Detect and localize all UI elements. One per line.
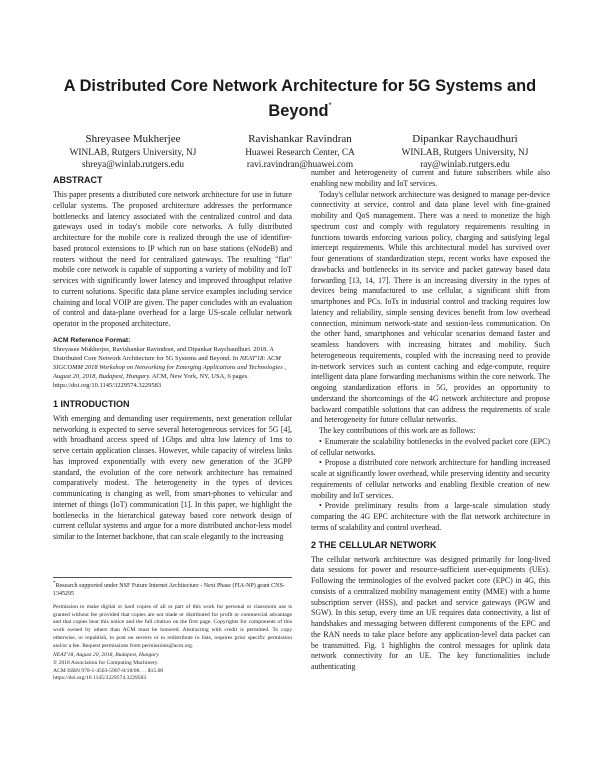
- copyright-block: [53, 604, 292, 683]
- copyright-line-acm: © 2018 Association for Computing Machinery.: [53, 659, 159, 666]
- author-name: Dipankar Raychaudhuri: [412, 133, 518, 145]
- author-block-1: [53, 132, 213, 171]
- author-block-3: [385, 132, 545, 171]
- intro-paragraph-3: The key contributions of this work are as follows:: [319, 426, 476, 435]
- author-email: ray@winlab.rutgers.edu: [420, 160, 510, 170]
- author-name: Ravishankar Ravindran: [248, 133, 352, 145]
- cellular-network-heading: 2 THE CELLULAR NETWORK: [311, 539, 437, 550]
- copyright-line-isbn: ACM ISBN 978-1-4503-5907-8/18/08. . . $15.00: [53, 667, 164, 674]
- acm-reference-heading: ACM Reference Format:: [53, 336, 131, 344]
- contribution-item: • Enumerate the scalability bottlenecks in the evolved packet core (EPC) of cellular networks.: [311, 437, 550, 459]
- footnote-mark: *: [53, 581, 56, 586]
- acm-reference-venue: NEAT'18: ACM SIGCOMM 2018 Workshop on Networking for Emerging Applications and Technologies , August 20, 2018, Budapest, Hungary.: [53, 354, 286, 380]
- acm-reference-text: [53, 345, 292, 390]
- author-block-2: [220, 132, 380, 171]
- intro-paragraph-1: With emerging and demanding user requirements, next generation cellular networking is expected to serve several heterogeneous services for 5G [4], with broadband access speed of 1Gbps and ultra low latency of 1ms to serve certain application classes. However, while capacity of wireless links has improved exponentially with every new generation of the 3GPP standard, the evolution of the core network architecture has remained comparatively modest. The heterogeneity in the types of devices communicating is changing as well, from smart-phones to vehicular and internet of things (IoT) communication [1]. In this paper, we highlight the bottlenecks in the hierarchical gateway based core network design of current cellular systems and argue for a more distributed anchor-less model similar to the Internet backbone, that can scale elegantly to the increasing: [53, 413, 292, 541]
- acm-reference-authors: Shreyasee Mukherjee, Ravishankar Ravindran, and Dipankar Raychaudhuri. 2018. A Distributed Core Network Architecture for 5G Systems and Beyond. In: [53, 345, 274, 362]
- author-affiliation: WINLAB, Rutgers University, NJ: [69, 148, 197, 158]
- abstract-heading: ABSTRACT: [53, 175, 103, 185]
- paper-title: [40, 76, 560, 121]
- author-email: ravi.ravindran@huawei.com: [246, 160, 354, 170]
- footnote-text: Research supported under NSF Future Internet Architecture - Next Phase (FIA-NP) grant CNS-1345295: [53, 583, 285, 597]
- acm-reference-tail: ACM, New York, NY, USA, 6 pages. https://doi.org/10.1145/3229574.3229583: [53, 372, 249, 389]
- copyright-line-doi[interactable]: https://doi.org/10.1145/3229574.3229583: [53, 675, 147, 682]
- permission-text: Permission to make digital or hard copies of all or part of this work for personal or classroom use is granted without fee provided that copies are not made or distributed for profit or commercial advantage and that copies bear this notice and the full citation on the first page. Copyrights for components of this work owned by others than ACM must be honored. Abstracting with credit is permitted. To copy otherwise, or republish, to post on servers or to redistribute to lists, requires prior specific permission and/or a fee. Request permissions from permissions@acm.org.: [53, 604, 292, 649]
- author-email: shreya@winlab.rutgers.edu: [81, 160, 185, 170]
- intro-paragraph-2: Today's cellular network architecture was designed to manage per-device connectivity at service, control and data plane level with fine-grained mobility and QoS management. There was a need to monetize the high spectrum cost and comply with regulatory requirements resulting in functions towards enforcing various policy, charging and satisfying legal intercept requirements. While this architectural model has survived over four generations of standardization steps, recent works have exposed the drawbacks and bottlenecks in its service and packet gateway based data forwarding [13, 14, 17]. There is an increasing diversity in the types of devices being manufactured to use cellular, a significant shift from smartphones and PCs. IoTs in industrial control and tracking requires low latency and reliability, simple sensing devices benefit from low overhead connection, minimum network-state and session-less communication. On the other hand, smartphones and vehicular scenarios demand faster and seamless handovers with increasing bitrates and mobility. Such heterogeneous requirements, coupled with the increasing need to provide in-network services such as content caching and edge-compute, require intelligent data plane forwarding mechanisms within the core network. The ongoing standardization efforts in 5G, provides an opportunity to understand the shortcomings of the 4G network architecture and propose backward compatible solutions that can address the requirements of scale and heterogeneity for future cellular networks.: [311, 189, 550, 425]
- contributions-list: [311, 437, 550, 534]
- author-affiliation: WINLAB, Rutgers University, NJ: [401, 148, 529, 158]
- contribution-item: • Provide preliminary results from a large-scale simulation study comparing the 4G EPC architecture with the flat network architecture in terms of scalability and control overhead.: [311, 501, 550, 533]
- author-name: Shreyasee Mukherjee: [85, 133, 181, 145]
- title-footnote-mark: *: [328, 101, 332, 110]
- paper-title-text: A Distributed Core Network Architecture for 5G Systems and Beyond: [63, 77, 537, 120]
- footnote: [53, 577, 292, 598]
- abstract-text: This paper presents a distributed core network architecture for use in future cellular systems. The proposed architecture addresses the performance bottlenecks and latency associated with the centralized control and data gateways used in today's mobile core networks. A fully distributed architecture for the mobile core is realized through the use of identifier-based protocol extensions to IP which run on base stations (eNodeB) and routers without the need for centralized gateways. The resulting "flat" mobile core network is capable of supporting a variety of mobility and IoT services with significantly lower latency and improved throughput relative to current solutions. Specific data plane service examples including service chaining and local VOIP are given. The paper concludes with an evaluation of control and data-plane overhead for a large US-scale cellular network operator in the proposed architecture.: [53, 190, 292, 328]
- contribution-item: • Propose a distributed core network architecture for handling increased scale at significantly lower overhead, while preserving identity and security requirements of cellular networks and enabling flexible creation of new mobility and IoT services.: [311, 458, 550, 501]
- author-affiliation: Huawei Research Center, CA: [245, 148, 355, 158]
- intro-heading: 1 INTRODUCTION: [53, 398, 130, 409]
- cellular-paragraph-1: The cellular network architecture was designed primarily for long-lived data sessions for power and resource-sufficient user-equipments (UEs). Following the terminologies of the evolved packet core (EPC) in 4G, this consists of a centralized mobility management entity (MME) with a home subscription server (HSS), and packet and service gateways (PGW and SGW). In this setup, every time an UE requires data connectivity, a list of handshakes and messaging between different components of the EPC and the RAN needs to take place before any application-level data packet can be transmitted. Fig. 1 highlights the control messages for uplink data network connectivity for an UE. The key functionalities include authenticating: [311, 554, 550, 671]
- left-column: [53, 175, 292, 543]
- intro-paragraph-1-continued: number and heterogeneity of current and future subscribers while also enabling new mobility and IoT services.: [311, 168, 550, 188]
- right-column: [311, 168, 550, 673]
- copyright-line-venue: NEAT'18, August 20, 2018, Budapest, Hungary: [53, 652, 159, 659]
